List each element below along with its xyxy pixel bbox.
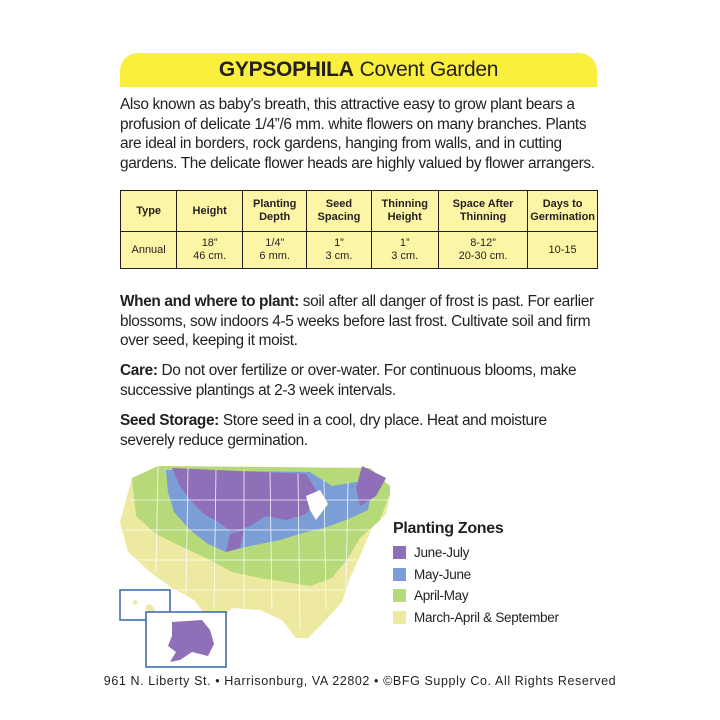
section-heading: When and where to plant: xyxy=(120,293,299,310)
cell-height: 18” 46 cm. xyxy=(177,232,243,269)
legend-item xyxy=(393,585,559,607)
legend-label: June-July xyxy=(414,545,470,561)
legend-title: Planting Zones xyxy=(393,520,504,537)
planting-zones-map xyxy=(110,460,390,670)
footer-address: 961 N. Liberty St. • Harrisonburg, VA 22802 • ©BFG Supply Co. All Rights Reserved xyxy=(103,674,617,688)
legend-swatch xyxy=(393,546,406,559)
header-space-after-thinning: Space After Thinning xyxy=(438,191,527,232)
intro-paragraph: Also known as baby's breath, this attractive easy to grow plant bears a profusion of delicate 1/4”/6 mm. white flowers on many branches. Plants are ideal in borders, rock gardens, hanging from walls, and in cutting gardens. The delicate flower heads are highly valued by flower arrangers. xyxy=(120,96,595,172)
header-height: Height xyxy=(177,191,243,232)
legend-item xyxy=(393,607,559,629)
header-planting-depth: Planting Depth xyxy=(243,191,307,232)
section-heading: Seed Storage: xyxy=(120,412,219,429)
care-section xyxy=(120,361,602,400)
table-row xyxy=(121,232,598,269)
legend-swatch xyxy=(393,568,406,581)
cell-planting-depth: 1/4” 6 mm. xyxy=(243,232,307,269)
table-header-row xyxy=(121,191,598,232)
cell-seed-spacing: 1” 3 cm. xyxy=(307,232,371,269)
planting-zones-legend xyxy=(393,520,559,628)
cell-space-after-thinning: 8-12” 20-30 cm. xyxy=(438,232,527,269)
header-thinning-height: Thinning Height xyxy=(371,191,438,232)
cell-type: Annual xyxy=(121,232,177,269)
legend-label: April-May xyxy=(414,588,469,604)
header-type: Type xyxy=(121,191,177,232)
cell-days-to-germination: 10-15 xyxy=(528,232,598,269)
legend-swatch xyxy=(393,589,406,602)
section-heading: Care: xyxy=(120,362,158,379)
header-seed-spacing: Seed Spacing xyxy=(307,191,371,232)
legend-swatch xyxy=(393,611,406,624)
seed-storage-section xyxy=(120,411,602,450)
section-text: soil after all danger of frost is past. For earlier blossoms, sow indoors 4-5 weeks before last frost. Cultivate soil and firm over seed, keeping it moist. xyxy=(120,293,594,349)
planting-specs-table xyxy=(120,190,598,269)
title-banner xyxy=(120,53,597,87)
legend-label: May-June xyxy=(414,566,471,582)
cell-thinning-height: 1” 3 cm. xyxy=(371,232,438,269)
header-days-to-germination: Days to Germination xyxy=(528,191,598,232)
section-text: Store seed in a cool, dry place. Heat and moisture severely reduce germination. xyxy=(120,412,547,449)
legend-label: March-April & September xyxy=(414,609,559,625)
plant-name: GYPSOPHILA xyxy=(218,58,354,81)
when-where-section xyxy=(120,292,602,351)
variety-name: Covent Garden xyxy=(359,58,499,81)
legend-item xyxy=(393,564,559,586)
legend-item xyxy=(393,542,559,564)
section-text: Do not over fertilize or over-water. For continuous blooms, make successive plantings at 2-3 week intervals. xyxy=(120,362,577,399)
